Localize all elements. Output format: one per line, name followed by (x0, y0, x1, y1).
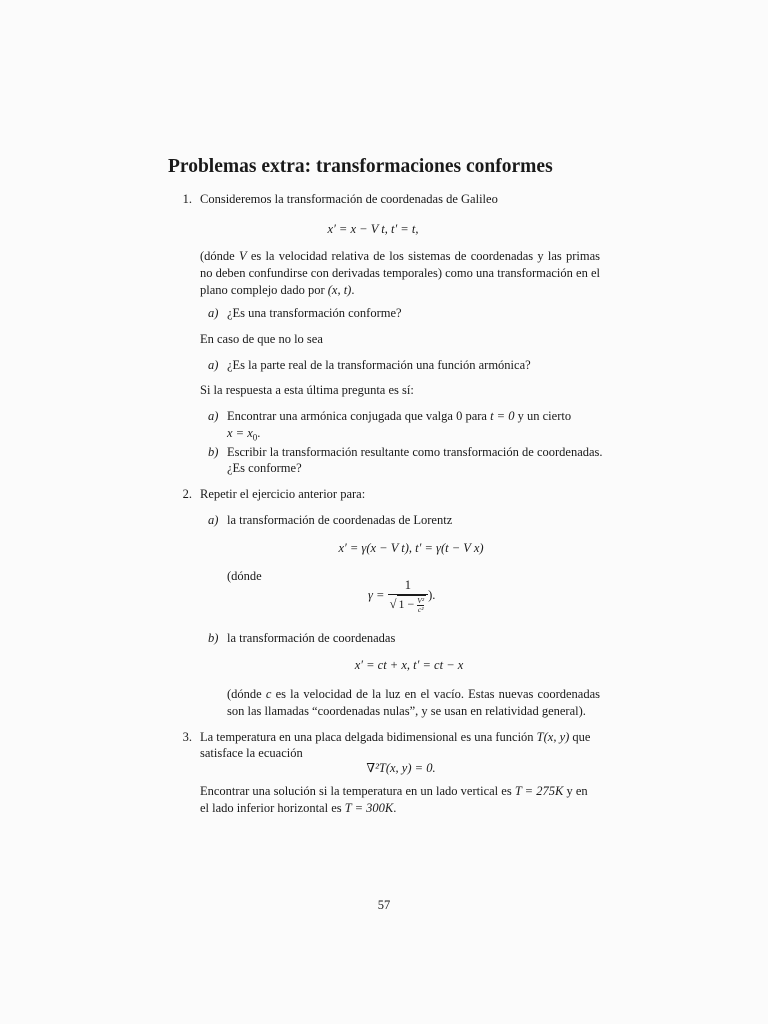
gamma-lhs: γ = (368, 587, 385, 602)
p3-text-t: T(x, y) (536, 730, 570, 744)
problem-1-number: 1. (182, 192, 192, 206)
desc-text-2: es la velocidad relativa de los sistemas de coordenadas y las primas no deben confundirse con derivadas temporales) como una transformación en el plano complejo dado por (200, 249, 601, 297)
p2-b-label-text: b) (208, 631, 219, 645)
p3-text-1: La temperatura en una placa delgada bidimensional es una función (200, 730, 537, 744)
response-a (227, 408, 600, 447)
response-a-label (208, 408, 218, 425)
v-squared: V² (417, 595, 425, 605)
page-title: Problemas extra: transformaciones conformes (168, 156, 553, 177)
response-b-label (208, 444, 218, 461)
p2-b-label (208, 630, 218, 647)
problem-1-intro: Consideremos la transformación de coordenadas de Galileo (200, 192, 498, 206)
problem-3-number: 3. (182, 730, 192, 744)
si-text: Si la respuesta a esta última pregunta es sí: (200, 383, 414, 397)
response-a-end: . (257, 426, 261, 440)
question-a2-label (208, 357, 218, 374)
question-a-label-text: a) (208, 306, 219, 320)
desc-text-3: . (351, 283, 355, 297)
question-a2: ¿Es la parte real de la transformación una función armónica? (227, 358, 531, 372)
response-b-line-1: Escribir la transformación resultante como transformación de coordenadas. (227, 445, 603, 459)
galileo-equation: x′ = x − V t, t′ = t, (327, 222, 419, 236)
p3-f-t2: T = 300K (344, 801, 394, 815)
p3-f-3: el lado inferior horizontal es (200, 801, 345, 815)
response-b-label-text: b) (208, 445, 219, 459)
problem-3-line-2: satisface la ecuación (200, 746, 303, 760)
problem-3-line-1 (200, 729, 590, 746)
p2-a-label-text: a) (208, 513, 219, 527)
response-a-x: x = x (227, 426, 253, 440)
null-coordinates-equation: x′ = ct + x, t′ = ct − x (354, 658, 464, 672)
p2-b-text: la transformación de coordenadas (227, 631, 396, 645)
response-a-text-1: Encontrar una armónica conjugada que valga 0 para (227, 409, 491, 423)
p2-a-label (208, 512, 218, 529)
desc-var-xt: (x, t) (327, 283, 352, 297)
p3-text-2: que (569, 730, 591, 744)
caso-text: En caso de que no lo sea (200, 332, 323, 346)
p3-f-1: Encontrar una solución si la temperatura en un lado vertical es (200, 784, 515, 798)
gamma-root-text: 1 − (398, 597, 415, 611)
laplace-equation: ∇²T(x, y) = 0. (366, 761, 436, 775)
desc-text-1: (dónde (200, 249, 239, 263)
question-a2-label-text: a) (208, 358, 219, 372)
response-a-text-2: y un cierto (514, 409, 572, 423)
problem-2-number: 2. (182, 487, 192, 501)
p2-b-desc-2: es la velocidad de la luz en el vacío. Estas nuevas coordenadas son las llamadas “coordenadas nulas”, y se usan en relatividad general). (227, 687, 600, 718)
gamma-equation (368, 577, 435, 614)
c-squared: c² (417, 604, 424, 614)
response-b-line-2: ¿Es conforme? (227, 461, 302, 475)
gamma-numerator: 1 (388, 577, 429, 595)
problem-2-intro: Repetir el ejercicio anterior para: (200, 487, 366, 501)
response-a-t0: t = 0 (490, 409, 515, 423)
p3-f-4: . (393, 801, 397, 815)
question-a-label (208, 305, 218, 322)
question-a: ¿Es una transformación conforme? (227, 306, 402, 320)
gamma-close: ). (428, 587, 436, 602)
p2-b-description (227, 686, 600, 720)
page-number: 57 (377, 898, 391, 912)
response-a-label-text: a) (208, 409, 219, 423)
p2-b-desc-1: (dónde (227, 687, 266, 701)
response-a-sub: 0 (252, 432, 258, 443)
problem-3-line-3 (200, 783, 588, 800)
p3-f-t1: T = 275K (514, 784, 564, 798)
v-over-c-fraction (417, 597, 424, 614)
p2-donde: (dónde (227, 569, 262, 583)
lorentz-equation: x′ = γ(x − V t), t′ = γ(t − V x) (338, 541, 484, 555)
desc-var-v: V (238, 249, 247, 263)
p2-a-text: la transformación de coordenadas de Lorentz (227, 513, 453, 527)
gamma-fraction (388, 577, 429, 614)
p2-b-desc-c: c (265, 687, 272, 701)
gamma-denominator: √ 1 − $\frac{\text{V²}}{\text{c²}}$ (389, 595, 425, 614)
p3-f-2: y en (563, 784, 588, 798)
problem-1-description (200, 248, 600, 299)
problem-3-line-4 (200, 800, 396, 817)
